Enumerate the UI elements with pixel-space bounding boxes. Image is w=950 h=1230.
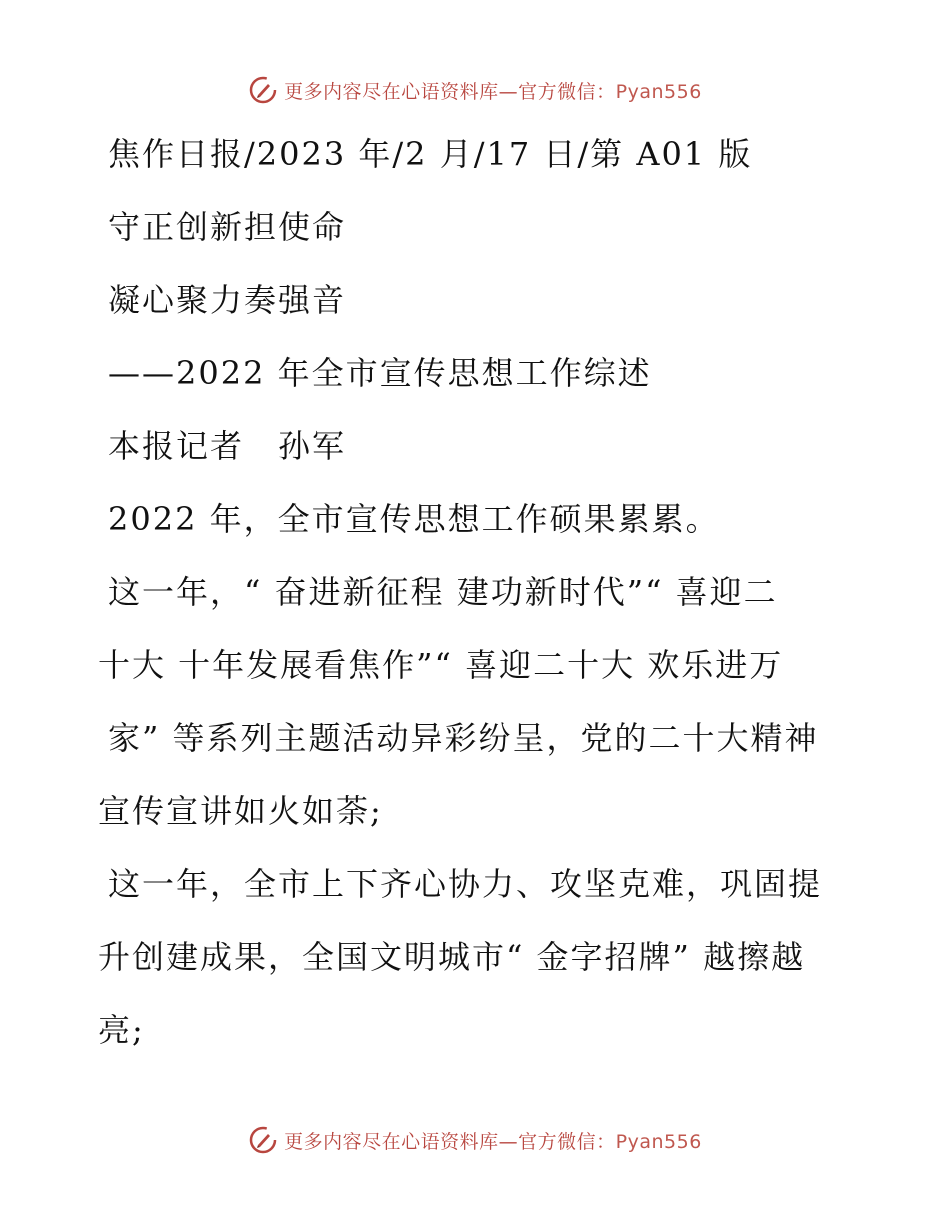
paragraph-2-line-3: 家” 等系列主题活动异彩纷呈，党的二十大精神 bbox=[108, 719, 819, 757]
paragraph-3-line-2: 升创建成果，全国文明城市“ 金字招牌” 越擦越 bbox=[98, 938, 806, 976]
watermark-id: Pyan556 bbox=[615, 80, 702, 103]
headline-line-1: 守正创新担使命 bbox=[108, 208, 347, 246]
subtitle: ——2022 年全市宣传思想工作综述 bbox=[108, 354, 652, 392]
byline: 本报记者 孙军 bbox=[108, 427, 347, 465]
document-body bbox=[98, 118, 858, 1067]
paragraph-2-line-4: 宣传宣讲如火如荼; bbox=[98, 792, 383, 830]
paragraph-3-line-3: 亮; bbox=[98, 1011, 145, 1049]
source-line: 焦作日报/2023 年/2 月/17 日/第 A01 版 bbox=[108, 135, 753, 173]
headline-line-2: 凝心聚力奏强音 bbox=[108, 281, 347, 319]
paragraph-1: 2022 年，全市宣传思想工作硕果累累。 bbox=[108, 500, 720, 538]
watermark-text: 更多内容尽在心语资料库—官方微信：Pyan556 bbox=[284, 80, 702, 103]
pen-circle-logo-icon bbox=[248, 75, 278, 105]
watermark-id: Pyan556 bbox=[615, 1130, 702, 1153]
paragraph-2-line-2: 十大 十年发展看焦作”“ 喜迎二十大 欢乐进万 bbox=[98, 646, 784, 684]
paragraph-2-line-1: 这一年，“ 奋进新征程 建功新时代”“ 喜迎二 bbox=[108, 573, 778, 611]
watermark-header bbox=[0, 72, 950, 108]
paragraph-3-line-1: 这一年，全市上下齐心协力、攻坚克难，巩固提 bbox=[108, 865, 823, 903]
watermark-text: 更多内容尽在心语资料库—官方微信：Pyan556 bbox=[284, 1130, 702, 1153]
pen-circle-logo-icon bbox=[248, 1125, 278, 1155]
watermark-footer bbox=[0, 1122, 950, 1158]
